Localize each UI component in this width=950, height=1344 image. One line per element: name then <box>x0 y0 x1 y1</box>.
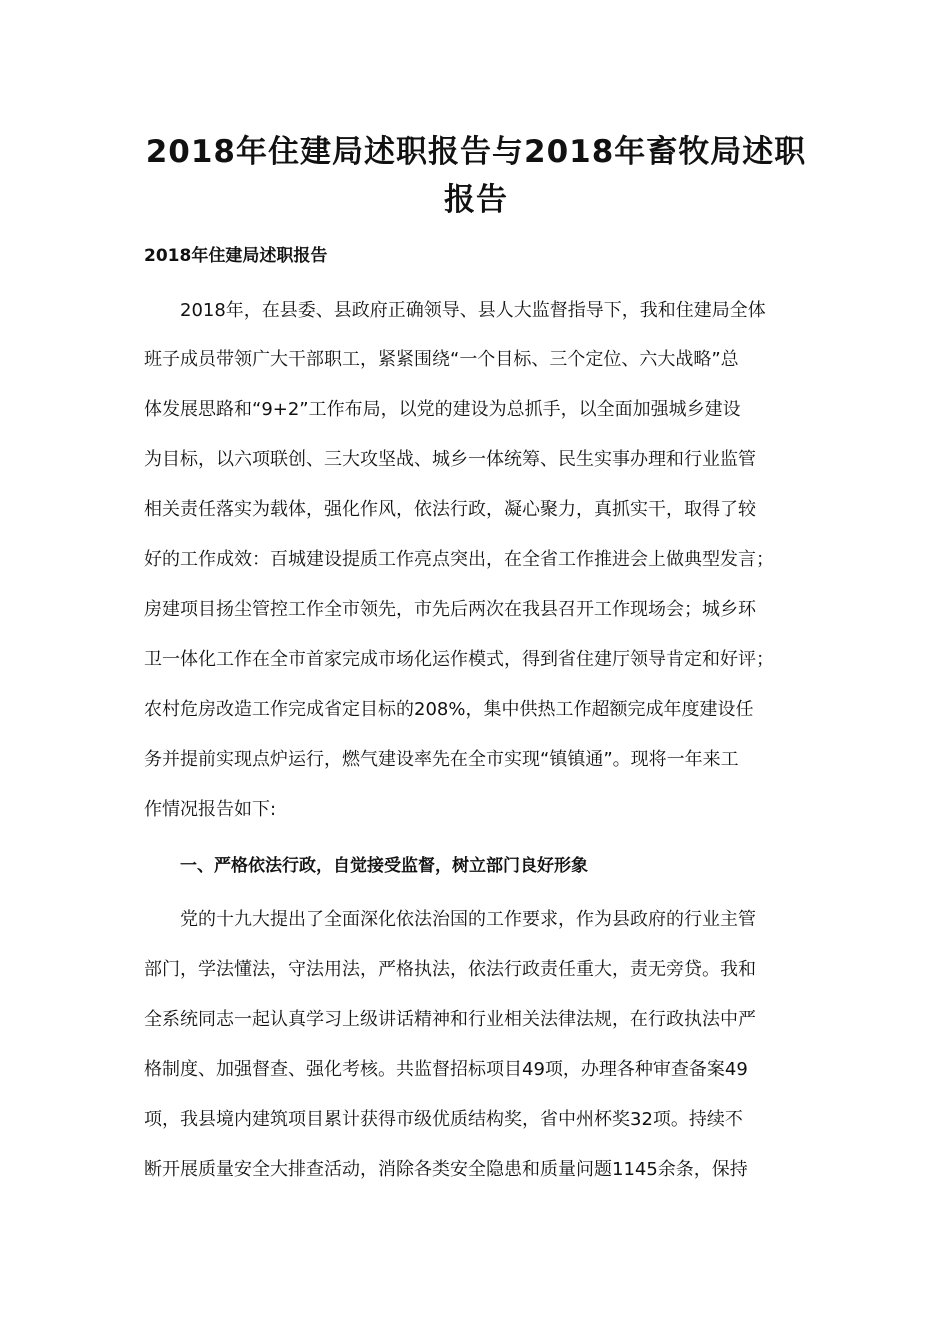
paragraph-1-line: 为目标，以六项联创、三大攻坚战、城乡一体统筹、民生实事办理和行业监管 <box>144 449 756 470</box>
paragraph-2-line: 党的十九大提出了全面深化依法治国的工作要求，作为县政府的行业主管 <box>180 909 756 930</box>
title-line-1: 2018年住建局述职报告与2018年畜牧局述职 <box>145 134 807 170</box>
paragraph-1-line: 相关责任落实为载体，强化作风，依法行政，凝心聚力，真抓实干，取得了较 <box>144 499 756 520</box>
paragraph-1-line: 班子成员带领广大干部职工，紧紧围绕“一个目标、三个定位、六大战略”总 <box>144 349 739 370</box>
paragraph-2-line: 全系统同志一起认真学习上级讲话精神和行业相关法律法规，在行政执法中严 <box>144 1009 756 1030</box>
paragraph-2-line: 项，我县境内建筑项目累计获得市级优质结构奖，省中州杯奖32项。持续不 <box>144 1109 743 1130</box>
paragraph-1-line: 作情况报告如下: <box>144 799 277 820</box>
section-1-heading: 一、严格依法行政，自觉接受监督，树立部门良好形象 <box>180 856 588 876</box>
report-subheading: 2018年住建局述职报告 <box>144 246 328 266</box>
paragraph-2-line: 断开展质量安全大排查活动，消除各类安全隐患和质量问题1145余条，保持 <box>144 1159 748 1180</box>
paragraph-1-line: 2018年，在县委、县政府正确领导、县人大监督指导下，我和住建局全体 <box>180 300 766 321</box>
paragraph-1-line: 务并提前实现点炉运行，燃气建设率先在全市实现“镇镇通”。现将一年来工 <box>144 749 739 770</box>
paragraph-1-line: 体发展思路和“9+2”工作布局，以党的建设为总抓手，以全面加强城乡建设 <box>144 399 741 420</box>
paragraph-1-line: 卫一体化工作在全市首家完成市场化运作模式，得到省住建厅领导肯定和好评； <box>144 649 774 670</box>
title-line-2: 报告 <box>444 182 508 218</box>
document-title <box>140 128 812 224</box>
paragraph-1-line: 农村危房改造工作完成省定目标的208%，集中供热工作超额完成年度建设任 <box>144 699 754 720</box>
paragraph-2-line: 格制度、加强督查、强化考核。共监督招标项目49项，办理各种审查备案49 <box>144 1059 748 1080</box>
paragraph-1-line: 好的工作成效：百城建设提质工作亮点突出，在全省工作推进会上做典型发言； <box>144 549 774 570</box>
paragraph-2-line: 部门，学法懂法，守法用法，严格执法，依法行政责任重大，责无旁贷。我和 <box>144 959 756 980</box>
paragraph-1-line: 房建项目扬尘管控工作全市领先，市先后两次在我县召开工作现场会；城乡环 <box>144 599 756 620</box>
